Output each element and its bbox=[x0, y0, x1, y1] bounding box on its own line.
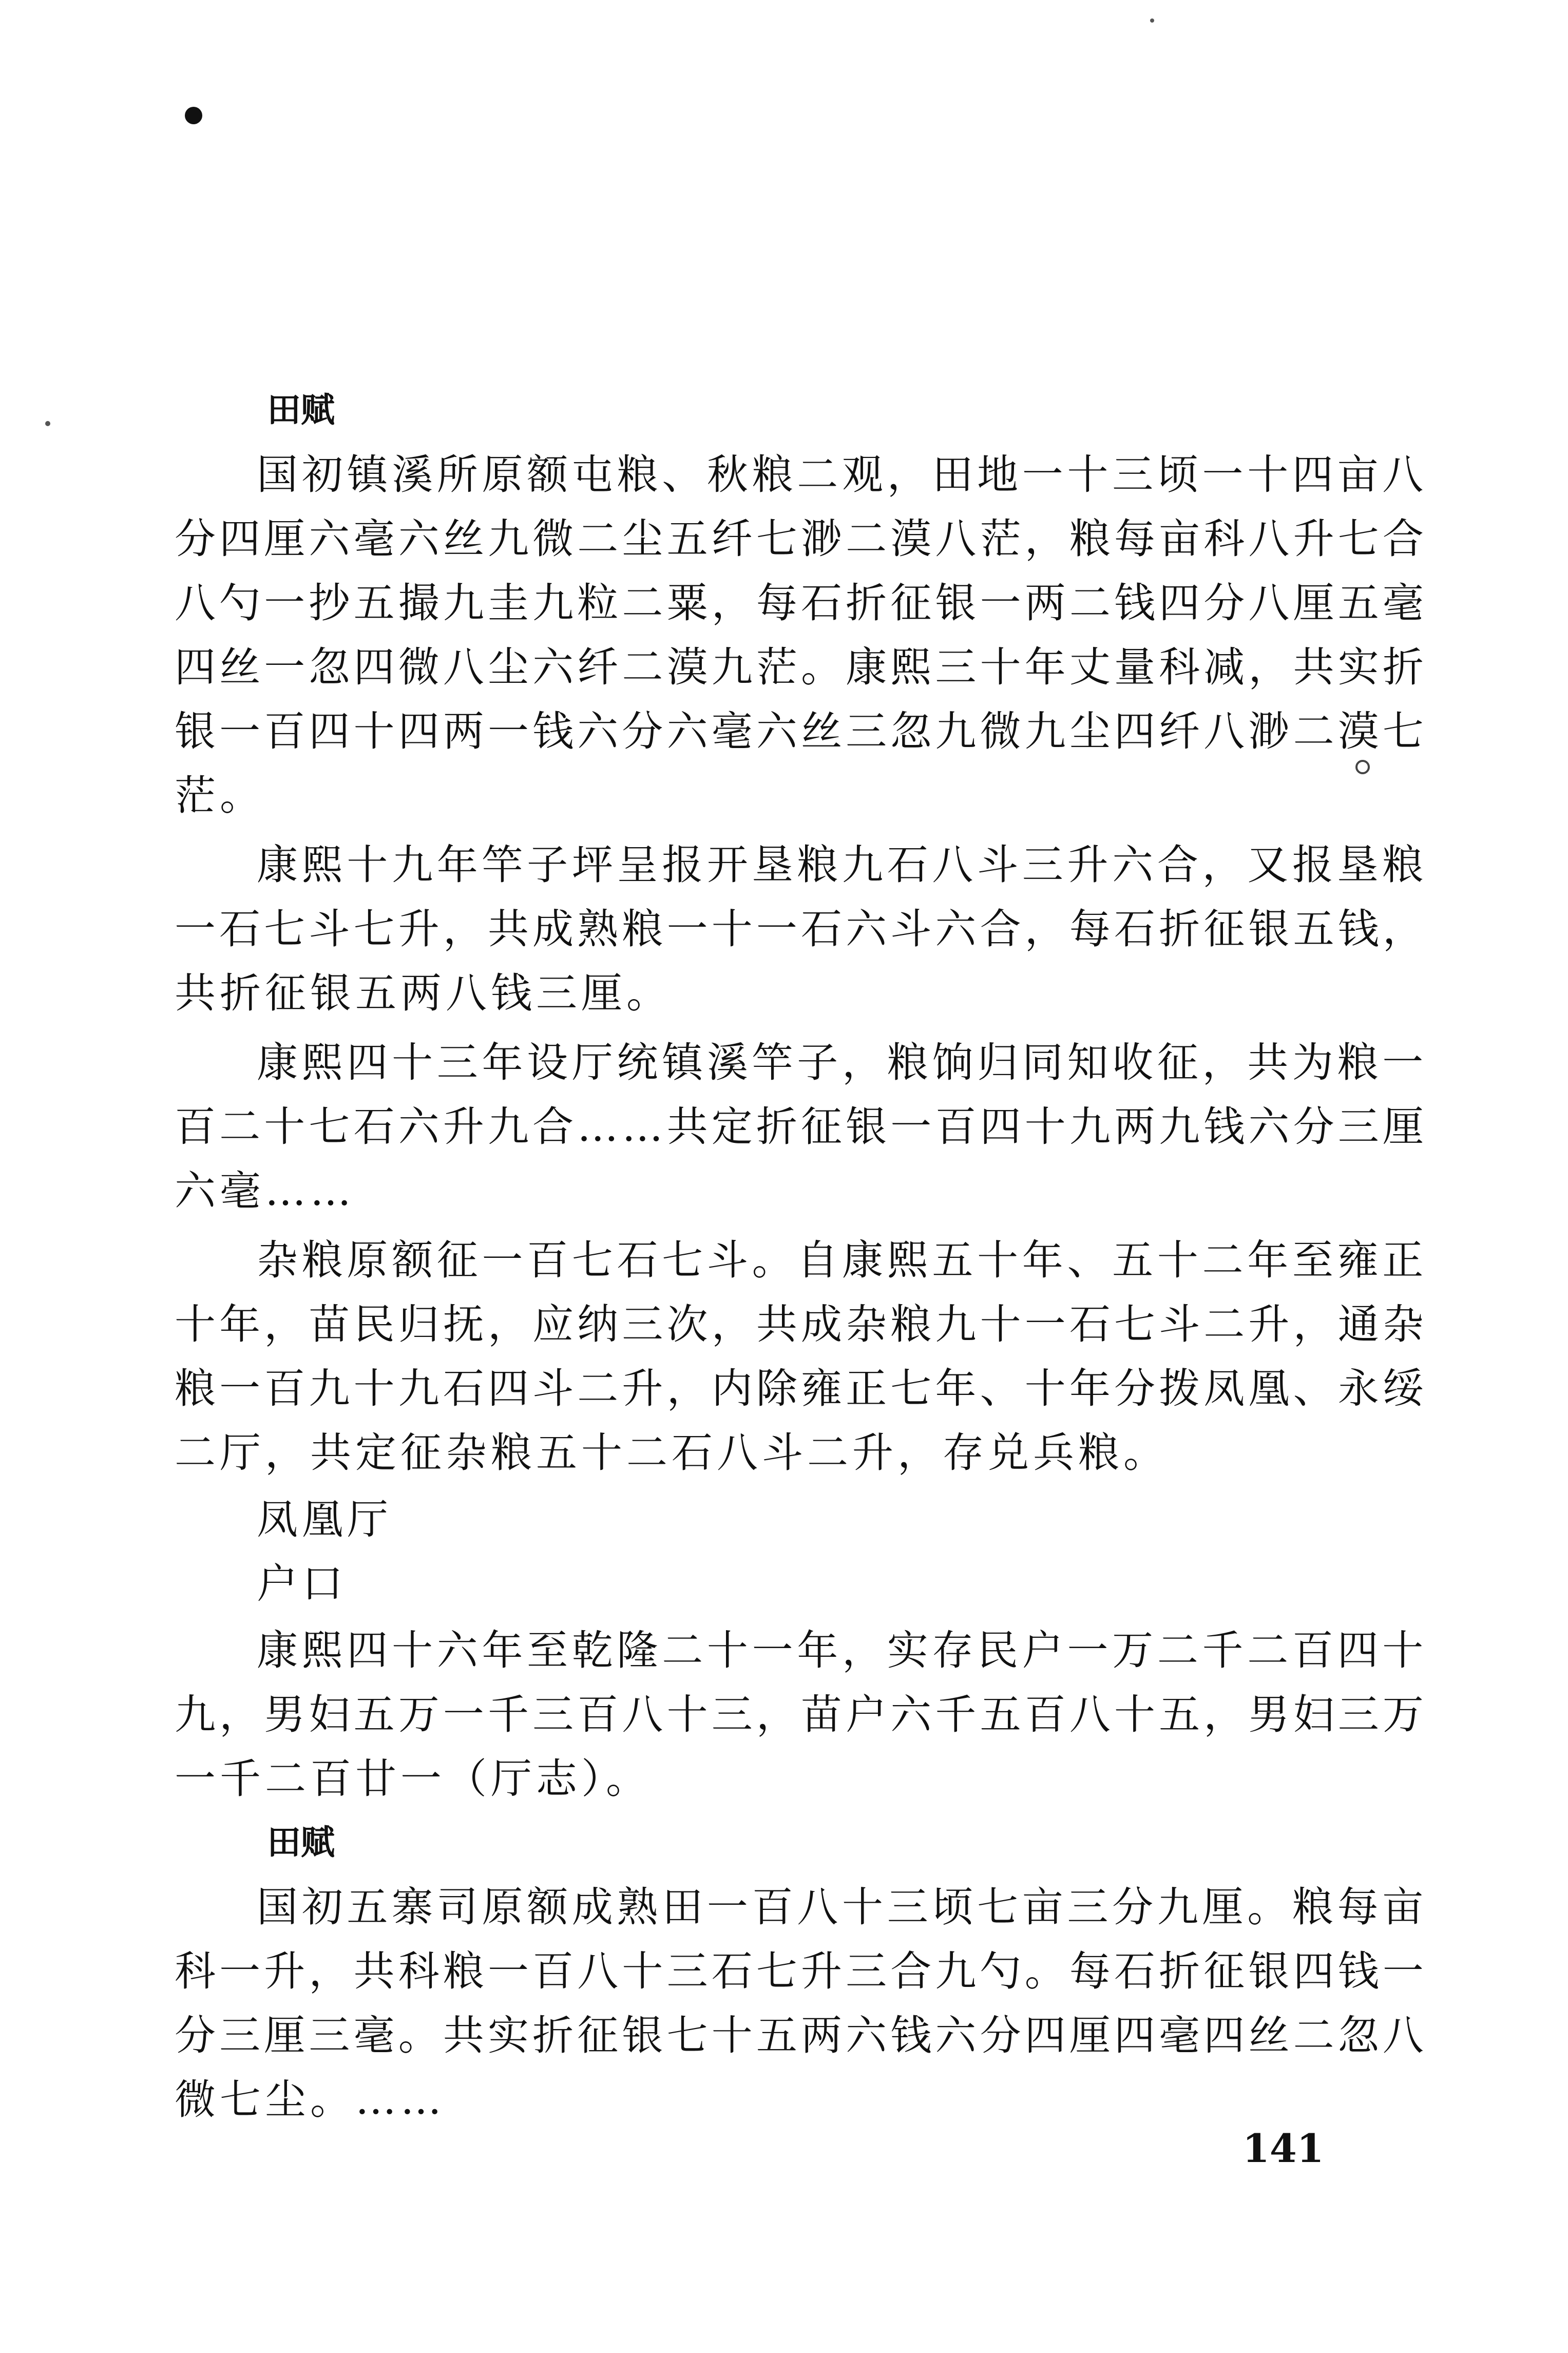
text-line: 九，男妇五万一千三百八十三，苗户六千五百八十五，男妇三万 bbox=[175, 1691, 1427, 1738]
text-line: 茫。 bbox=[175, 772, 265, 819]
text-line: 国初镇溪所原额屯粮、秋粮二观，田地一十三顷一十四亩八 bbox=[257, 451, 1427, 499]
ink-speck bbox=[1150, 18, 1154, 23]
text-line: 一千二百廿一（厅志）。 bbox=[175, 1755, 651, 1803]
ink-dot bbox=[185, 107, 202, 124]
text-line: 六毫…… bbox=[175, 1167, 355, 1215]
text-line: 二厅，共定征杂粮五十二石八斗二升，存兑兵粮。 bbox=[175, 1429, 1169, 1477]
text-line: 康熙四十三年设厅统镇溪竿子，粮饷归同知收征，共为粮一 bbox=[257, 1039, 1427, 1086]
text-line: 百二十七石六升九合……共定折征银一百四十九两九钱六分三厘 bbox=[175, 1103, 1427, 1151]
subheading-hukou: 户口 bbox=[257, 1560, 347, 1608]
text-line: 共折征银五两八钱三厘。 bbox=[175, 969, 672, 1017]
text-line: 杂粮原额征一百七石七斗。自康熙五十年、五十二年至雍正 bbox=[257, 1236, 1427, 1284]
ink-speck bbox=[1355, 760, 1370, 774]
text-line: 科一升，共科粮一百八十三石七升三合九勺。每石折征银四钱一 bbox=[175, 1947, 1427, 1995]
ink-speck bbox=[45, 421, 50, 426]
text-line: 分三厘三毫。共实折征银七十五两六钱六分四厘四毫四丝二忽八 bbox=[175, 2012, 1427, 2059]
text-line: 分四厘六毫六丝九微二尘五纤七渺二漠八茫，粮每亩科八升七合 bbox=[175, 515, 1427, 563]
text-line: 微七尘。…… bbox=[175, 2076, 446, 2124]
subheading-fenghuang: 凤凰厅 bbox=[257, 1496, 392, 1543]
text-line: 康熙十九年竿子坪呈报开垦粮九石八斗三升六合，又报垦粮 bbox=[257, 841, 1427, 889]
section-heading-tianfu-2: 田赋 bbox=[267, 1822, 335, 1862]
text-line: 国初五寨司原额成熟田一百八十三顷七亩三分九厘。粮每亩 bbox=[257, 1883, 1427, 1931]
text-line: 四丝一忽四微八尘六纤二漠九茫。康熙三十年丈量科减，共实折 bbox=[175, 643, 1427, 691]
text-line: 八勺一抄五撮九圭九粒二粟，每石折征银一两二钱四分八厘五毫 bbox=[175, 579, 1427, 627]
page-number: 141 bbox=[1242, 2126, 1324, 2171]
section-heading-tianfu: 田赋 bbox=[267, 390, 335, 430]
text-line: 银一百四十四两一钱六分六毫六丝三忽九微九尘四纤八渺二漠七 bbox=[175, 707, 1427, 755]
text-line: 康熙四十六年至乾隆二十一年，实存民户一万二千二百四十 bbox=[257, 1627, 1427, 1674]
text-line: 十年，苗民归抚，应纳三次，共成杂粮九十一石七斗二升，通杂 bbox=[175, 1300, 1427, 1348]
text-line: 粮一百九十九石四斗二升，内除雍正七年、十年分拨凤凰、永绥 bbox=[175, 1365, 1427, 1412]
text-line: 一石七斗七升，共成熟粮一十一石六斗六合，每石折征银五钱， bbox=[175, 905, 1427, 953]
